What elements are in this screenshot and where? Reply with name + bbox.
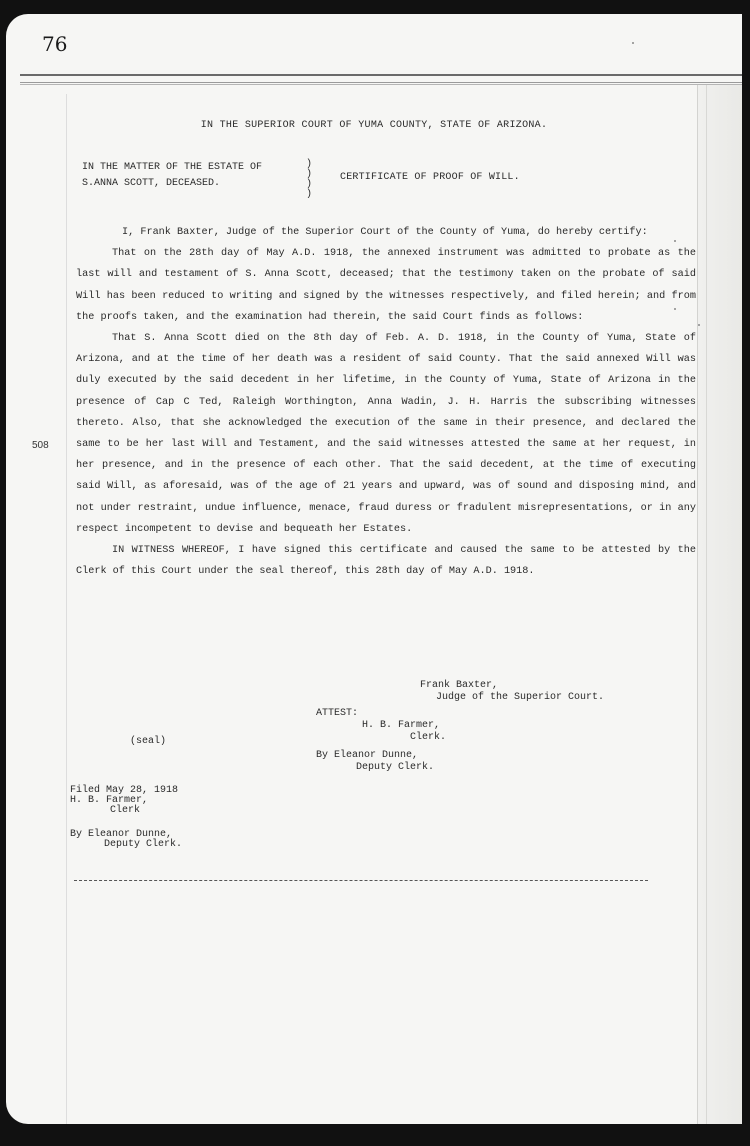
filed-block [70, 786, 182, 850]
clerk-name: H. B. Farmer, [362, 720, 441, 731]
filed-deputy-title: Deputy Clerk. [104, 839, 183, 850]
scan-speck [674, 308, 676, 310]
certificate-title: CERTIFICATE OF PROOF OF WILL. [340, 172, 520, 183]
paragraph-findings: That S. Anna Scott died on the 8th day of Feb. A. D. 1918, in the County of Yuma, State of Arizona, and at the time of her death was a resident of said County. That the said annexed Will was duly executed by the said decedent in her lifetime, in the County of Yuma, State of Arizona in the presence of Cap C Ted, Raleigh Worthington, Anna Wadin, J. H. Harris the subscribing witnesses thereto. Also, that she acknowledged the execution of the same in their presence, and declared the same to be her last Will and Testament, and the said witnesses attested the same at her request, in her presence, and in the presence of each other. That the said decedent, at the time of executing said Will, as aforesaid, was of the age of 21 years and upward, was of sound and disposing mind, and not under restraint, undue influence, menace, fraud duress or fradulent misrepresentations, or in any respect incompetent to devise and bequeath her Estates. [76, 333, 696, 535]
page-binding-edge [697, 84, 742, 1124]
caption-line-1: IN THE MATTER OF THE ESTATE OF [82, 162, 263, 173]
bracket: ) [306, 189, 313, 200]
paragraph-witness: IN WITNESS WHEREOF, I have signed this certificate and caused the same to be attested by the Clerk of this Court under the seal thereof, this 28th day of May A.D. 1918. [76, 545, 696, 578]
filed-clerk-title: Clerk [110, 805, 141, 816]
bracket: ) [306, 179, 313, 190]
caption-brackets [306, 160, 316, 200]
header-rule-secondary [20, 84, 742, 85]
caption-line-2: S.ANNA SCOTT, DECEASED. [82, 178, 221, 189]
bracket: ) [306, 169, 313, 180]
filed-deputy-name: By Eleanor Dunne, [70, 829, 173, 840]
attest-block [316, 708, 446, 744]
case-caption [82, 160, 262, 192]
scan-speck [674, 240, 676, 242]
judge-name: Frank Baxter, [420, 680, 499, 691]
scan-speck [698, 324, 700, 326]
paragraph-probate: That on the 28th day of May A.D. 1918, the annexed instrument was admitted to probate as the last will and testament of S. Anna Scott, deceased; that the testimony taken on the probate of said Will has been reduced to writing and signed by the witnesses respectively, and filed herein; and from the proofs taken, and the examination had therein, the said Court finds as follows: [76, 248, 696, 323]
bracket: ) [306, 159, 313, 170]
deputy-block [316, 750, 434, 774]
scan-speck [632, 42, 634, 44]
end-of-record-line [74, 880, 648, 881]
page-number: 76 [42, 32, 68, 56]
clerk-title: Clerk. [410, 732, 447, 743]
filed-clerk-name: H. B. Farmer, [70, 795, 149, 806]
paragraph-certify: I, Frank Baxter, Judge of the Superior Court of the County of Yuma, do hereby certify: [122, 227, 648, 238]
deputy-title: Deputy Clerk. [356, 762, 435, 773]
header-rule [20, 74, 742, 83]
seal-mark: (seal) [130, 736, 167, 747]
margin-note: 508 [32, 440, 49, 451]
court-heading: IN THE SUPERIOR COURT OF YUMA COUNTY, STATE OF ARIZONA. [200, 120, 548, 131]
judge-title: Judge of the Superior Court. [436, 692, 605, 703]
document-page [6, 14, 742, 1124]
margin-rule [66, 94, 67, 1124]
attest-label: ATTEST: [316, 708, 359, 719]
filed-date: Filed May 28, 1918 [70, 785, 179, 796]
judge-signature [414, 680, 604, 704]
document-body [76, 222, 696, 582]
deputy-name: By Eleanor Dunne, [316, 750, 419, 761]
